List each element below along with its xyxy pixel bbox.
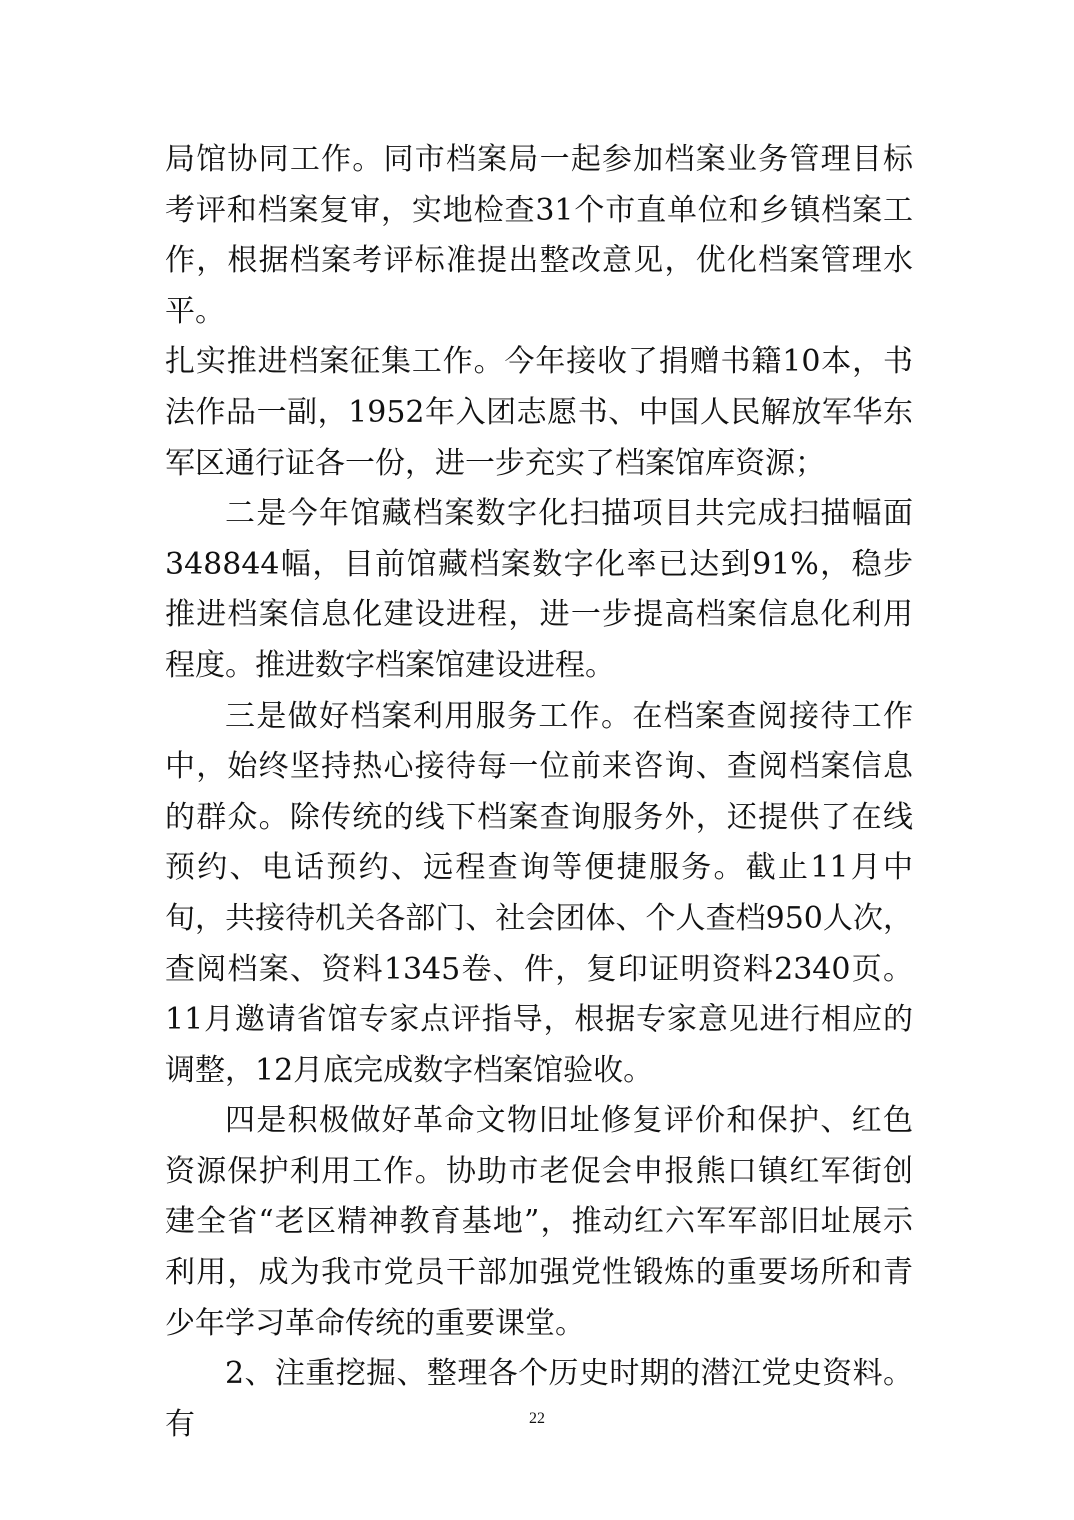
paragraph-digitization: 二是今年馆藏档案数字化扫描项目共完成扫描幅面348844幅，目前馆藏档案数字化率已达到91%，稳步推进档案信息化建设进程，进一步提高档案信息化利用程度。推进数字档案馆建设进程。 xyxy=(165,496,913,683)
paragraph-utilization-service: 三是做好档案利用服务工作。在档案查阅接待工作中，始终坚持热心接待每一位前来咨询、查阅档案信息的群众。除传统的线下档案查询服务外，还提供了在线预约、电话预约、远程查询等便捷服务。截止11月中旬，共接待机关各部门、社会团体、个人查档950人次，查阅档案、资料1345卷、件，复印证明资料2340页。11月邀请省馆专家点评指导，根据专家意见进行相应的调整，12月底完成数字档案馆验收。 xyxy=(165,698,913,1088)
paragraph-archive-collection: 扎实推进档案征集工作。今年接收了捐赠书籍10本，书法作品一副，1952年入团志愿书、中国人民解放军华东军区通行证各一份，进一步充实了档案馆库资源； xyxy=(165,344,913,481)
page-number: 22 xyxy=(529,1410,545,1427)
body-text xyxy=(165,135,913,1450)
paragraph-revolutionary-relics: 四是积极做好革命文物旧址修复评价和保护、红色资源保护利用工作。协助市老促会申报熊口镇红军街创建全省“老区精神教育基地”，推动红六军军部旧址展示利用，成为我市党员干部加强党性锻炼的重要场所和青少年学习革命传统的重要课堂。 xyxy=(165,1103,913,1341)
paragraph-archive-cooperation: 局馆协同工作。同市档案局一起参加档案业务管理目标考评和档案复审，实地检查31个市直单位和乡镇档案工作，根据档案考评标准提出整改意见，优化档案管理水平。 xyxy=(165,142,913,329)
paragraph-party-history: 2、注重挖掘、整理各个历史时期的潜江党史资料。有 xyxy=(165,1356,913,1442)
